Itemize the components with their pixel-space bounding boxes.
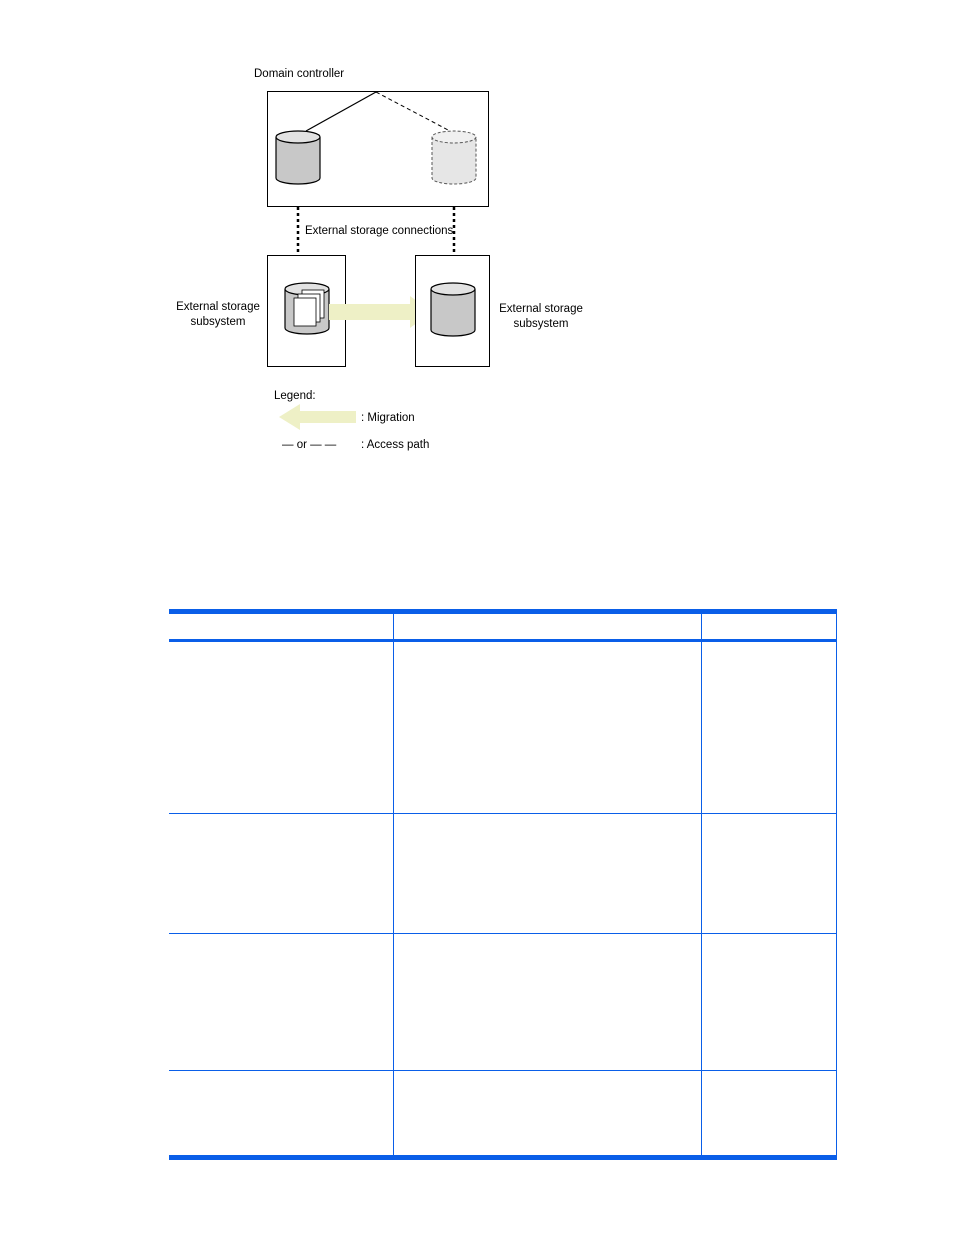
table-row xyxy=(169,1071,836,1158)
right-subsystem-label-line1: External storage xyxy=(499,303,583,315)
right-subsystem-label-line2: subsystem xyxy=(513,318,569,330)
table-header-row xyxy=(169,612,836,641)
table-cell xyxy=(393,814,701,934)
table-cell xyxy=(701,1071,836,1158)
spec-table-container xyxy=(169,609,836,1160)
virtual-volume-icon xyxy=(432,131,476,184)
connections-label: External storage connections xyxy=(305,225,454,237)
table-header-cell xyxy=(393,612,701,641)
table-cell xyxy=(701,814,836,934)
table-cell xyxy=(169,1071,393,1158)
table-header-cell xyxy=(169,612,393,641)
table-cell xyxy=(169,934,393,1071)
left-subsystem-label-line1: External storage xyxy=(176,301,260,313)
target-volume-icon xyxy=(431,283,475,336)
table-cell xyxy=(169,814,393,934)
table-cell xyxy=(393,934,701,1071)
data-pages-icon xyxy=(294,290,324,326)
table-row xyxy=(169,934,836,1071)
left-subsystem-label-line2: subsystem xyxy=(190,316,246,328)
table-header-cell xyxy=(701,612,836,641)
table-cell xyxy=(393,1071,701,1158)
legend-access-symbol: — or — — xyxy=(282,439,337,451)
legend-access-label: : Access path xyxy=(361,439,430,451)
legend-migration-arrow-icon xyxy=(279,404,356,430)
volume-icon xyxy=(276,131,320,184)
migration-diagram xyxy=(0,0,954,470)
legend-migration-label: : Migration xyxy=(361,412,415,424)
table-cell xyxy=(393,641,701,814)
table-cell xyxy=(169,641,393,814)
legend-title: Legend: xyxy=(274,390,316,402)
table-cell xyxy=(701,641,836,814)
table-row xyxy=(169,814,836,934)
table-row xyxy=(169,641,836,814)
table-cell xyxy=(701,934,836,1071)
spec-table xyxy=(169,609,837,1160)
domain-controller-label: Domain controller xyxy=(254,68,345,80)
